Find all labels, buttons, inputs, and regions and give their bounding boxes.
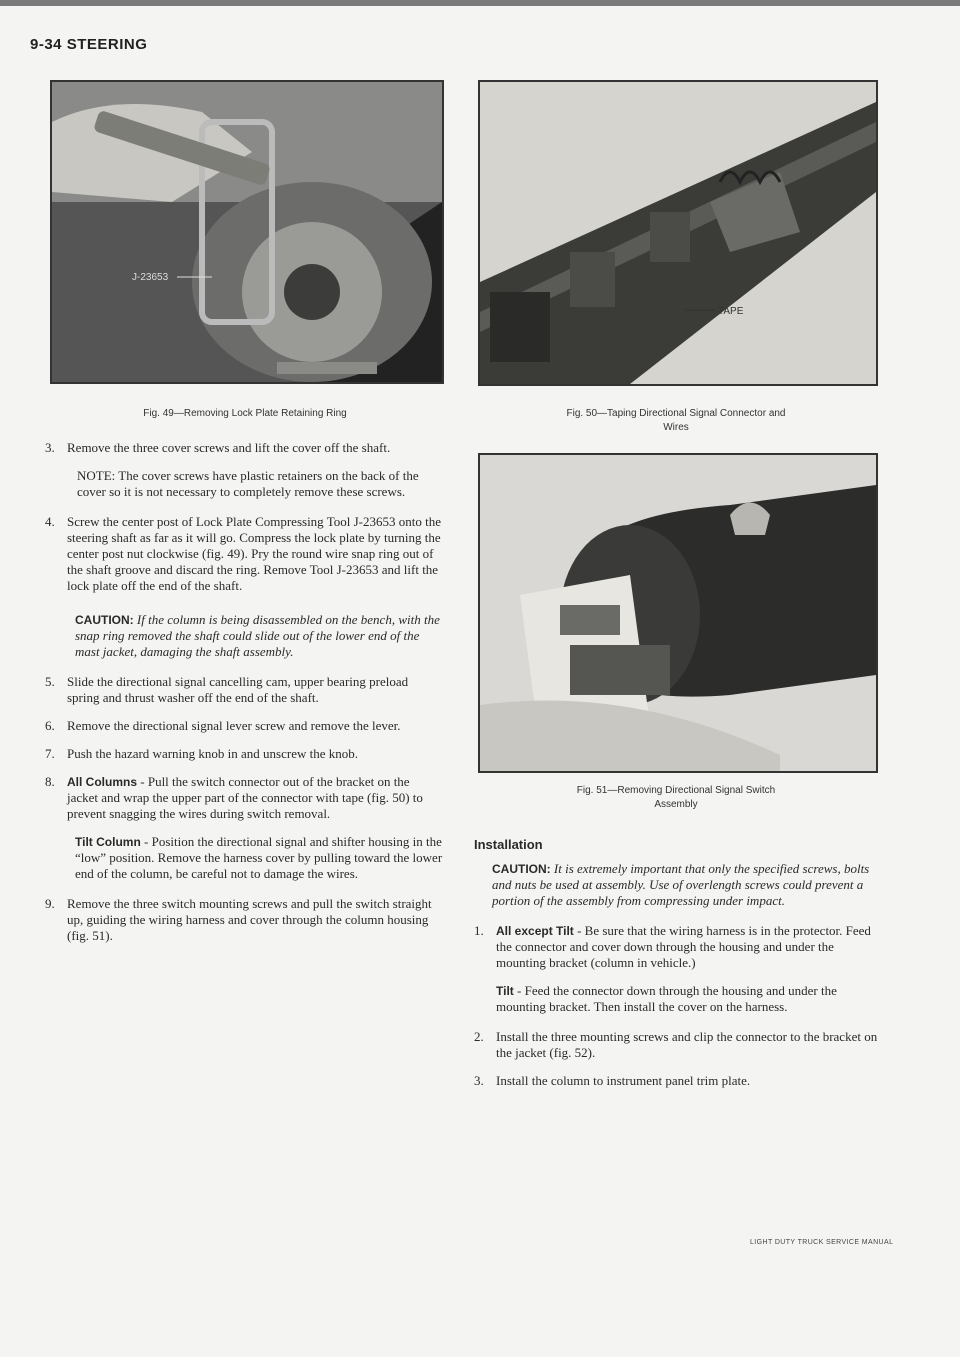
- step-6-number: 6.: [45, 718, 55, 733]
- page-header: 9-34 STEERING: [30, 36, 148, 53]
- note-paragraph: [67, 468, 443, 500]
- step-7-number: 7.: [45, 746, 55, 761]
- install-tilt-label: Tilt: [496, 984, 514, 998]
- figure-49-label: J-23653: [132, 272, 169, 283]
- step-7-text: Push the hazard warning knob in and unscrew the knob.: [67, 746, 358, 761]
- figure-50-caption-line1: Fig. 50—Taping Directional Signal Connector and: [566, 408, 786, 419]
- step-9-number: 9.: [45, 896, 55, 911]
- caution-box: [67, 612, 443, 660]
- tilt-column-paragraph: [75, 834, 443, 882]
- note-text: NOTE: The cover screws have plastic retainers on the back of the cover so it is not necessary to completely remove these screws.: [77, 468, 419, 499]
- figure-49-caption: [55, 407, 435, 421]
- figure-51-photo: [478, 453, 878, 773]
- install-tilt-text: - Feed the connector down through the housing and under the mounting bracket. Then install the cover on the harness.: [496, 983, 837, 1014]
- step-9-text: Remove the three switch mounting screws and pull the switch straight up, guiding the wiring harness and cover through the column housing (fig. 51).: [67, 896, 432, 943]
- tilt-column-text: - Position the directional signal and shifter housing in the “low” position. Remove the harness cover by pulling toward the lower end of the column, be careful not to damage the wires.: [75, 834, 443, 881]
- figure-50-caption: [480, 407, 872, 435]
- page-footer: LIGHT DUTY TRUCK SERVICE MANUAL: [750, 1239, 894, 1246]
- install-step-2-text: Install the three mounting screws and clip the connector to the bracket on the jacket (fig. 52).: [496, 1029, 878, 1060]
- figure-49-photo: [50, 80, 444, 384]
- step-3-text: Remove the three cover screws and lift the cover off the shaft.: [67, 440, 391, 455]
- figure-51-caption: [480, 784, 872, 812]
- left-text-column: [45, 440, 443, 956]
- install-step-1: [474, 923, 878, 971]
- caution-text: If the column is being disassembled on the bench, with the snap ring removed the shaft could slide out of the lower end of the mast jacket, damaging the shaft assembly.: [75, 612, 440, 659]
- figure-49-caption-text: Fig. 49—Removing Lock Plate Retaining Ring: [143, 408, 347, 419]
- step-8-number: 8.: [45, 774, 55, 789]
- tilt-column-label: Tilt Column: [75, 835, 141, 849]
- step-8: [45, 774, 443, 822]
- install-tilt-paragraph: [496, 983, 878, 1015]
- figure-51-caption-line1: Fig. 51—Removing Directional Signal Switch: [576, 785, 776, 796]
- step-5: [45, 674, 443, 706]
- step-8-label: All Columns: [67, 775, 138, 789]
- step-6-text: Remove the directional signal lever screw and remove the lever.: [67, 718, 401, 733]
- step-5-number: 5.: [45, 674, 55, 689]
- step-7: [45, 746, 443, 762]
- step-5-text: Slide the directional signal cancelling cam, upper bearing preload spring and thrust washer off the end of the shaft.: [67, 674, 409, 705]
- install-step-2-number: 2.: [474, 1029, 484, 1044]
- figure-51-caption-line2: Assembly: [654, 799, 698, 810]
- installation-caution: [484, 861, 878, 909]
- install-step-3: [474, 1073, 878, 1089]
- step-4-number: 4.: [45, 514, 55, 529]
- step-4-text: Screw the center post of Lock Plate Compressing Tool J-23653 onto the steering shaft as far as it will go. Compress the lock plate by turning the center post nut clockwise (fig. 49). Pry the round wire snap ring out of the shaft groove and discard the ring. Remove Tool J-23653 and lift the lock plate off the end of the shaft.: [67, 514, 441, 593]
- installation-caution-label: CAUTION:: [492, 862, 551, 876]
- step-4: [45, 514, 443, 594]
- step-3-number: 3.: [45, 440, 55, 455]
- installation-heading: Installation: [474, 837, 543, 852]
- install-step-1-number: 1.: [474, 923, 484, 938]
- step-3: [45, 440, 443, 456]
- install-step-1-text: - Be sure that the wiring harness is in the protector. Feed the connector and cover down through the housing and under the mounting bracket (column in vehicle.): [496, 923, 871, 970]
- figure-50-caption-line2: Wires: [663, 422, 689, 433]
- figure-50-photo: [478, 80, 878, 386]
- installation-caution-text: It is extremely important that only the specified screws, bolts and nuts be used at assembly. Use of overlength screws could prevent a portion of the assembly from compressing under impact.: [492, 861, 870, 908]
- top-rule: [0, 0, 960, 6]
- step-6: [45, 718, 443, 734]
- right-text-column: [474, 837, 878, 1101]
- install-step-3-number: 3.: [474, 1073, 484, 1088]
- step-9: [45, 896, 443, 944]
- install-step-2: [474, 1029, 878, 1061]
- caution-label: CAUTION:: [75, 613, 134, 627]
- install-step-1-label: All except Tilt: [496, 924, 574, 938]
- install-step-3-text: Install the column to instrument panel trim plate.: [496, 1073, 751, 1088]
- step-8-text: - Pull the switch connector out of the bracket on the jacket and wrap the upper part of the connector with tape (fig. 50) to prevent snagging the wires during switch removal.: [67, 774, 423, 821]
- figure-50-label: TAPE: [718, 306, 744, 317]
